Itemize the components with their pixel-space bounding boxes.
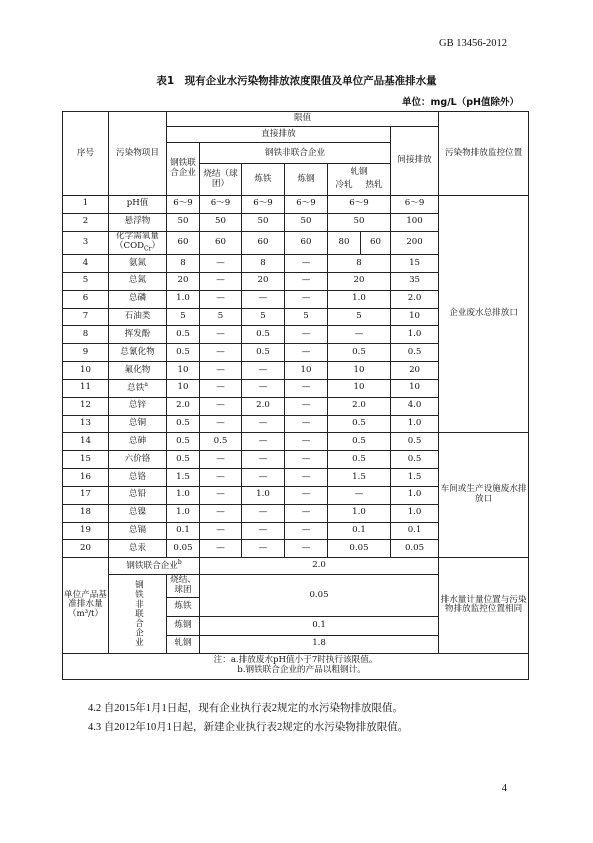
- value-steelmaking: —: [285, 272, 328, 290]
- pollutant-name: [109, 486, 167, 504]
- pollutant-limits-table: [62, 111, 529, 680]
- value-ironmaking: 60: [242, 231, 285, 255]
- drainage-non-integrated-label: 钢铁非联合企业: [109, 574, 167, 653]
- unit-note: 单位：mg/L（pH值除外）: [402, 97, 519, 108]
- value-rolling: 6～9: [328, 195, 391, 213]
- pollutant-name: [109, 522, 167, 540]
- header-hot-rolling: 热轧: [365, 180, 383, 191]
- value-indirect: 1.0: [391, 415, 439, 433]
- value-steelmaking: —: [285, 255, 328, 273]
- value-rolling: 0.05: [328, 540, 391, 558]
- pollutant-name-text: 氟化物: [124, 364, 151, 375]
- value-indirect: 0.1: [391, 522, 439, 540]
- pollutant-name-text: 总铬: [128, 471, 147, 482]
- header-monitor: 污染物排放监控位置: [439, 112, 529, 196]
- value-ironmaking: —: [242, 290, 285, 308]
- monitor-location-workshop: 车间或生产设施废水排放口: [439, 433, 529, 558]
- pollutant-name-text: 总锌: [128, 400, 147, 411]
- value-integrated: 60: [167, 231, 200, 255]
- value-rolling: 1.0: [328, 504, 391, 522]
- value-indirect: 100: [391, 213, 439, 231]
- value-steelmaking: 6～9: [285, 195, 328, 213]
- value-steelmaking: 10: [285, 362, 328, 380]
- pollutant-name: [109, 433, 167, 451]
- header-non-integrated: 钢铁非联合企业: [200, 143, 391, 164]
- value-rolling: —: [328, 486, 391, 504]
- row-number: 7: [63, 308, 109, 326]
- value-indirect: 0.5: [391, 451, 439, 469]
- value-indirect: 1.0: [391, 326, 439, 344]
- pollutant-name: [109, 415, 167, 433]
- value-sintering: —: [200, 326, 242, 344]
- drainage-integrated-text: 钢铁联合企业: [126, 561, 178, 572]
- value-integrated: 10: [167, 362, 200, 380]
- table-notes: [63, 653, 529, 679]
- value-sintering: 60: [200, 231, 242, 255]
- drainage-ironmaking-label: 炼铁: [167, 598, 200, 617]
- value-rolling: 0.1: [328, 522, 391, 540]
- notes-row: [63, 653, 529, 679]
- row-number: 13: [63, 415, 109, 433]
- value-ironmaking: —: [242, 415, 285, 433]
- row-number: 9: [63, 344, 109, 362]
- value-steelmaking: —: [285, 451, 328, 469]
- value-integrated: 10: [167, 379, 200, 397]
- value-indirect: 4.0: [391, 397, 439, 415]
- row-number: 15: [63, 451, 109, 469]
- pollutant-name-text: 总镍: [128, 507, 147, 518]
- drainage-steelmaking-label: 炼钢: [167, 616, 200, 635]
- drainage-rolling-value: 1.8: [200, 635, 439, 653]
- pollutant-name: [109, 397, 167, 415]
- pollutant-name: [109, 362, 167, 380]
- footnote-marker: b: [177, 559, 182, 567]
- row-number: 8: [63, 326, 109, 344]
- value-ironmaking: —: [242, 362, 285, 380]
- pollutant-subname: （COD: [114, 240, 145, 251]
- value-sintering: —: [200, 290, 242, 308]
- value-steelmaking: —: [285, 326, 328, 344]
- value-steelmaking: —: [285, 397, 328, 415]
- value-sintering: —: [200, 379, 242, 397]
- row-number: 18: [63, 504, 109, 522]
- value-ironmaking: —: [242, 522, 285, 540]
- pollutant-name: [109, 451, 167, 469]
- value-rolling: 2.0: [328, 397, 391, 415]
- header-integrated: 钢铁联合企业: [167, 143, 200, 195]
- drainage-combined-value: 0.05: [200, 574, 439, 616]
- value-indirect: 1.0: [391, 486, 439, 504]
- value-integrated: 50: [167, 213, 200, 231]
- row-number: 17: [63, 486, 109, 504]
- header-indirect: 间接排放: [391, 126, 439, 195]
- value-sintering: —: [200, 540, 242, 558]
- pollutant-name: [109, 308, 167, 326]
- value-steelmaking: —: [285, 540, 328, 558]
- value-indirect: 200: [391, 231, 439, 255]
- header-rolling-label: 轧钢: [350, 167, 368, 178]
- value-ironmaking: —: [242, 451, 285, 469]
- pollutant-name-text: 悬浮物: [124, 216, 151, 227]
- value-ironmaking: 50: [242, 213, 285, 231]
- value-indirect: 1.5: [391, 469, 439, 487]
- header-rolling: [328, 164, 391, 195]
- header-steelmaking: 炼钢: [285, 164, 328, 195]
- pollutant-name-text: 总镉: [128, 525, 147, 536]
- row-number: 16: [63, 469, 109, 487]
- value-indirect: 15: [391, 255, 439, 273]
- monitor-location-total: 企业废水总排放口: [439, 195, 529, 433]
- value-sintering: —: [200, 272, 242, 290]
- value-integrated: 8: [167, 255, 200, 273]
- header-limit: 限值: [167, 112, 439, 127]
- value-sintering: —: [200, 486, 242, 504]
- value-integrated: 5: [167, 308, 200, 326]
- value-rolling: 1.0: [328, 290, 391, 308]
- value-sintering: 6～9: [200, 195, 242, 213]
- value-ironmaking: 0.5: [242, 326, 285, 344]
- monitor-location-drainage: 排水量计量位置与污染物排放监控位置相同: [439, 558, 529, 653]
- pollutant-name: [109, 213, 167, 231]
- value-integrated: 0.5: [167, 415, 200, 433]
- pollutant-name-text: 石油类: [124, 311, 151, 322]
- value-ironmaking: 5: [242, 308, 285, 326]
- drainage-integrated-label: [109, 558, 200, 575]
- value-rolling: 0.5: [328, 344, 391, 362]
- pollutant-name-text: 总砷: [128, 435, 147, 446]
- header-seq: 序号: [63, 112, 109, 196]
- value-sintering: 0.5: [200, 433, 242, 451]
- pollutant-name-text: 总铅: [128, 489, 147, 500]
- value-rolling: —: [328, 326, 391, 344]
- value-integrated: 1.0: [167, 290, 200, 308]
- value-indirect: 10: [391, 379, 439, 397]
- value-sintering: 5: [200, 308, 242, 326]
- pollutant-name-text: 总铜: [128, 418, 147, 429]
- pollutant-subscript: Cr: [144, 245, 152, 253]
- pollutant-name-text: 总氮: [128, 275, 147, 286]
- value-indirect: 0.5: [391, 344, 439, 362]
- pollutant-name: [109, 195, 167, 213]
- value-rolling: 5: [328, 308, 391, 326]
- header-ironmaking: 炼铁: [242, 164, 285, 195]
- value-cold-rolling: 80: [328, 231, 361, 255]
- value-indirect: 0.5: [391, 433, 439, 451]
- header-direct: 直接排放: [167, 126, 391, 143]
- value-rolling: 10: [328, 379, 391, 397]
- pollutant-name: [109, 290, 167, 308]
- row-number: 4: [63, 255, 109, 273]
- value-indirect: 10: [391, 308, 439, 326]
- value-steelmaking: —: [285, 433, 328, 451]
- drainage-steelmaking-value: 0.1: [200, 616, 439, 635]
- value-steelmaking: —: [285, 486, 328, 504]
- value-ironmaking: —: [242, 504, 285, 522]
- drainage-rolling-label: 轧钢: [167, 635, 200, 653]
- value-indirect: 6～9: [391, 195, 439, 213]
- row-number: 14: [63, 433, 109, 451]
- value-indirect: 1.0: [391, 504, 439, 522]
- value-rolling: 8: [328, 255, 391, 273]
- value-ironmaking: 1.0: [242, 486, 285, 504]
- value-steelmaking: —: [285, 290, 328, 308]
- row-number: 6: [63, 290, 109, 308]
- pollutant-name-text: 氨氮: [128, 257, 147, 268]
- value-steelmaking: 60: [285, 231, 328, 255]
- value-integrated: 0.5: [167, 433, 200, 451]
- value-steelmaking: —: [285, 504, 328, 522]
- value-sintering: 50: [200, 213, 242, 231]
- value-indirect: 20: [391, 362, 439, 380]
- footnote-marker: a: [144, 381, 148, 389]
- drainage-label: 单位产品基准排水量（m³/t）: [63, 558, 109, 653]
- value-integrated: 0.1: [167, 522, 200, 540]
- value-steelmaking: —: [285, 469, 328, 487]
- note-b: b.钢铁联合企业的产品以粗钢计。: [237, 665, 366, 676]
- value-integrated: 0.5: [167, 344, 200, 362]
- value-integrated: 0.5: [167, 326, 200, 344]
- value-rolling: 20: [328, 272, 391, 290]
- drainage-row: [63, 558, 529, 575]
- value-integrated: 1.0: [167, 504, 200, 522]
- pollutant-name-text: 总汞: [128, 542, 147, 553]
- value-indirect: 0.05: [391, 540, 439, 558]
- pollutant-name: [109, 379, 167, 397]
- paragraph-4-3: 4.3 自2012年10月1日起，新建企业执行表2规定的水污染物排放限值。: [88, 722, 409, 733]
- row-number: 5: [63, 272, 109, 290]
- pollutant-name-text: 六价铬: [124, 453, 151, 464]
- pollutant-name-text: pH值: [126, 198, 149, 209]
- value-sintering: —: [200, 362, 242, 380]
- pollutant-name-text: 总铁: [127, 383, 145, 394]
- value-rolling: 10: [328, 362, 391, 380]
- value-sintering: —: [200, 415, 242, 433]
- value-indirect: 2.0: [391, 290, 439, 308]
- value-rolling: 1.5: [328, 469, 391, 487]
- row-number: 12: [63, 397, 109, 415]
- row-number: 10: [63, 362, 109, 380]
- pollutant-subname-end: ）: [151, 240, 161, 251]
- value-rolling: 50: [328, 213, 391, 231]
- value-indirect: 35: [391, 272, 439, 290]
- value-integrated: 6～9: [167, 195, 200, 213]
- value-ironmaking: 20: [242, 272, 285, 290]
- pollutant-name-text: 总氰化物: [120, 346, 155, 357]
- drainage-sintering-label: 烧结、球团: [167, 574, 200, 597]
- row-number: 2: [63, 213, 109, 231]
- value-sintering: —: [200, 344, 242, 362]
- value-rolling: 0.5: [328, 433, 391, 451]
- pollutant-name: [109, 272, 167, 290]
- table-row: [63, 195, 529, 213]
- value-rolling: 0.5: [328, 415, 391, 433]
- table-row: [63, 433, 529, 451]
- value-steelmaking: 5: [285, 308, 328, 326]
- value-ironmaking: —: [242, 379, 285, 397]
- note-a: 注：a.排放废水pH值小于7时执行该限值。: [213, 655, 378, 666]
- pollutant-name-text: 总磷: [128, 293, 147, 304]
- row-number: 20: [63, 540, 109, 558]
- value-sintering: —: [200, 522, 242, 540]
- value-ironmaking: 8: [242, 255, 285, 273]
- value-integrated: 1.0: [167, 486, 200, 504]
- value-steelmaking: —: [285, 379, 328, 397]
- header-sintering: 烧结（球团）: [200, 164, 242, 195]
- value-sintering: —: [200, 451, 242, 469]
- value-steelmaking: —: [285, 522, 328, 540]
- value-integrated: 1.5: [167, 469, 200, 487]
- header-pollutant: 污染物项目: [109, 112, 167, 196]
- page-number: 4: [501, 783, 507, 794]
- row-number: 19: [63, 522, 109, 540]
- paragraph-4-2: 4.2 自2015年1月1日起，现有企业执行表2规定的水污染物排放限值。: [88, 703, 403, 714]
- pollutant-name-text: 化学需氧量: [116, 231, 159, 242]
- table-caption: 表1 现有企业水污染物排放浓度限值及单位产品基准排水量: [156, 75, 437, 87]
- pollutant-name-text: 挥发酚: [124, 328, 151, 339]
- value-sintering: —: [200, 504, 242, 522]
- standard-code: GB 13456-2012: [439, 38, 507, 49]
- pollutant-name: [109, 344, 167, 362]
- value-ironmaking: 0.5: [242, 344, 285, 362]
- row-number: 11: [63, 379, 109, 397]
- pollutant-name: [109, 540, 167, 558]
- value-steelmaking: 50: [285, 213, 328, 231]
- value-steelmaking: —: [285, 344, 328, 362]
- value-ironmaking: —: [242, 433, 285, 451]
- pollutant-name: [109, 469, 167, 487]
- value-integrated: 0.5: [167, 451, 200, 469]
- header-cold-rolling: 冷轧: [335, 180, 353, 191]
- row-number: 1: [63, 195, 109, 213]
- value-ironmaking: —: [242, 469, 285, 487]
- pollutant-name: [109, 504, 167, 522]
- pollutant-name: [109, 326, 167, 344]
- value-ironmaking: 6～9: [242, 195, 285, 213]
- value-ironmaking: 2.0: [242, 397, 285, 415]
- value-steelmaking: —: [285, 415, 328, 433]
- drainage-integrated-value: 2.0: [200, 558, 439, 575]
- value-rolling: 0.5: [328, 451, 391, 469]
- value-integrated: 20: [167, 272, 200, 290]
- value-integrated: 2.0: [167, 397, 200, 415]
- pollutant-name: [109, 231, 167, 255]
- row-number: 3: [63, 231, 109, 255]
- value-ironmaking: —: [242, 540, 285, 558]
- pollutant-name: [109, 255, 167, 273]
- value-hot-rolling: 60: [361, 231, 391, 255]
- value-sintering: —: [200, 255, 242, 273]
- value-integrated: 0.05: [167, 540, 200, 558]
- value-sintering: —: [200, 397, 242, 415]
- value-sintering: —: [200, 469, 242, 487]
